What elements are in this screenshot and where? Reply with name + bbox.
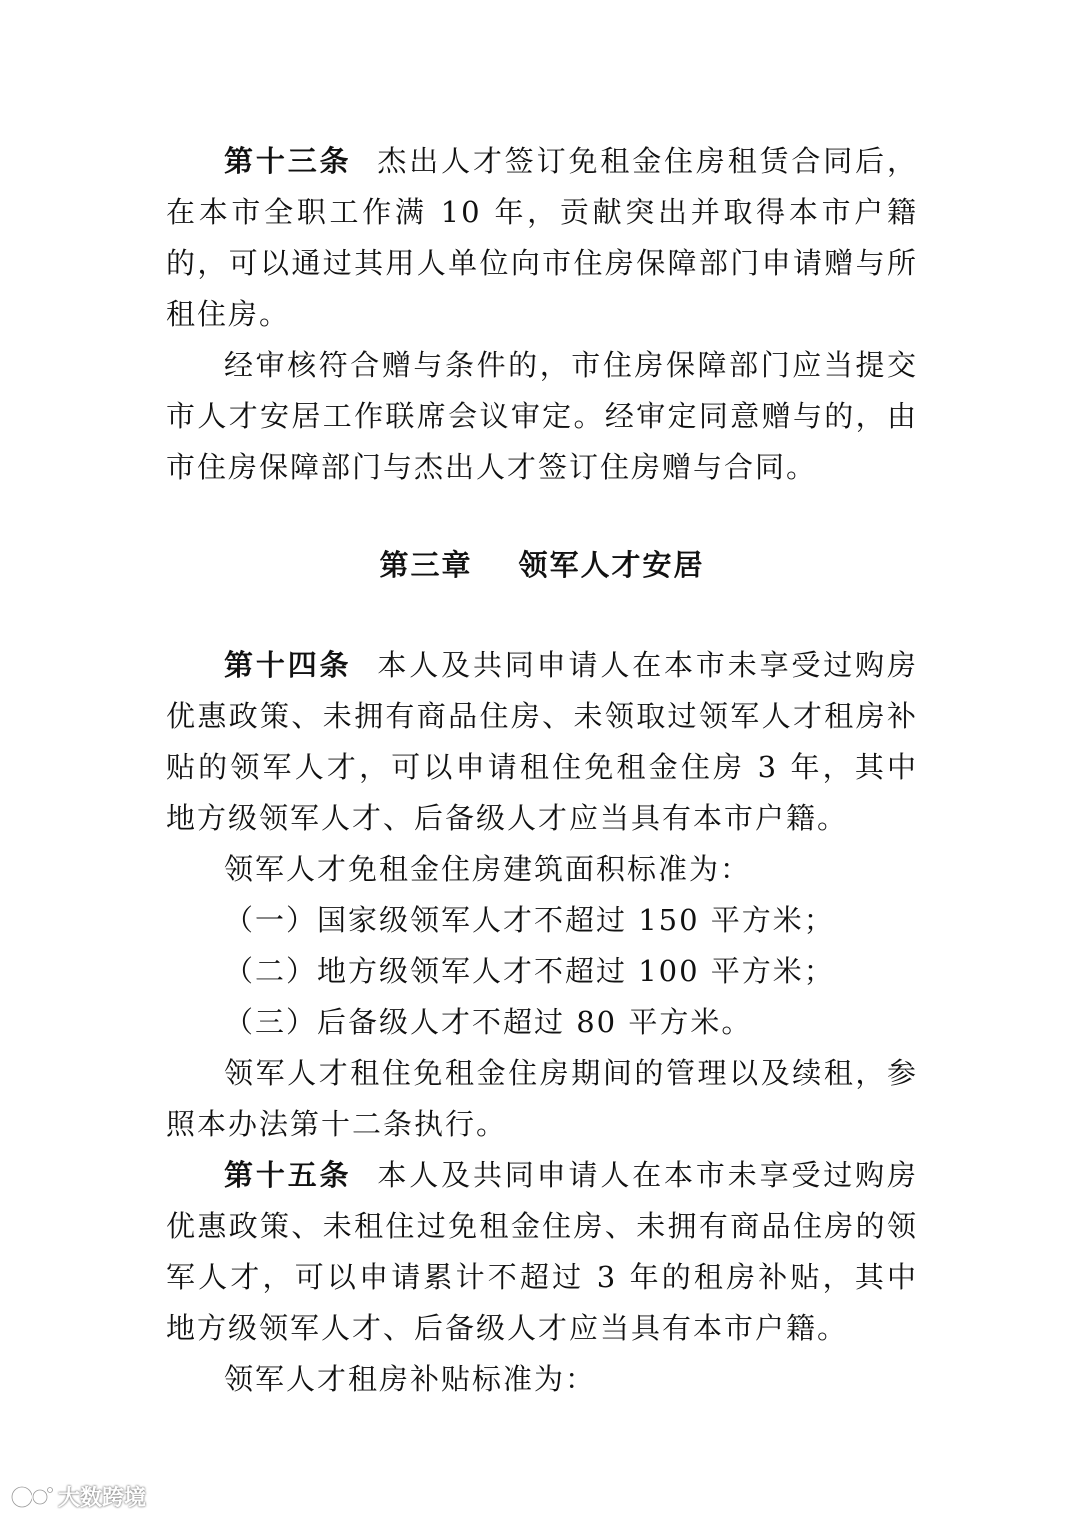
area-item-national: （一）国家级领军人才不超过 150 平方米； [224,903,835,937]
chapter-number: 第三章 [379,548,473,582]
watermark [10,1481,146,1512]
document-page [166,136,918,1405]
article-15-number: 第十五条 [224,1158,352,1192]
article-14-area-intro: 领军人才免租金住房建筑面积标准为： [224,852,752,886]
article-13-number: 第十三条 [224,144,352,178]
watermark-logo-icon [10,1484,54,1510]
chapter-heading [166,540,918,591]
article-13-text: 杰出人才签订免租金住房租赁合同后，在本市全职工作满 10 年，贡献突出并取得本市户籍的，可以通过其用人单位向市住房保障部门申请赠与所租住房。 [166,144,918,331]
article-15-text: 本人及共同申请人在本市未享受过购房优惠政策、未租住过免租金住房、未拥有商品住房的领军人才，可以申请累计不超过 3 年的租房补贴，其中地方级领军人才、后备级人才应当具有本市户籍。 [166,1158,918,1345]
chapter-title: 领军人才安居 [518,548,705,582]
article-14-paragraph [166,640,918,844]
article-14-management: 领军人才租住免租金住房期间的管理以及续租，参照本办法第十二条执行。 [166,1056,918,1141]
article-15-paragraph [166,1150,918,1354]
article-14-text: 本人及共同申请人在本市未享受过购房优惠政策、未拥有商品住房、未领取过领军人才租房补贴的领军人才，可以申请租住免租金住房 3 年，其中地方级领军人才、后备级人才应当具有本市户籍。 [166,648,918,835]
area-item-reserve: （三）后备级人才不超过 80 平方米。 [224,1005,753,1039]
article-13-paragraph-2: 经审核符合赠与条件的，市住房保障部门应当提交市人才安居工作联席会议审定。经审定同意赠与的，由市住房保障部门与杰出人才签订住房赠与合同。 [166,348,918,484]
article-13-paragraph [166,136,918,340]
watermark-text: 大数跨境 [58,1486,147,1511]
article-15-subsidy-intro: 领军人才租房补贴标准为： [224,1362,597,1396]
article-14-number: 第十四条 [224,648,352,682]
area-item-local: （二）地方级领军人才不超过 100 平方米； [224,954,835,988]
